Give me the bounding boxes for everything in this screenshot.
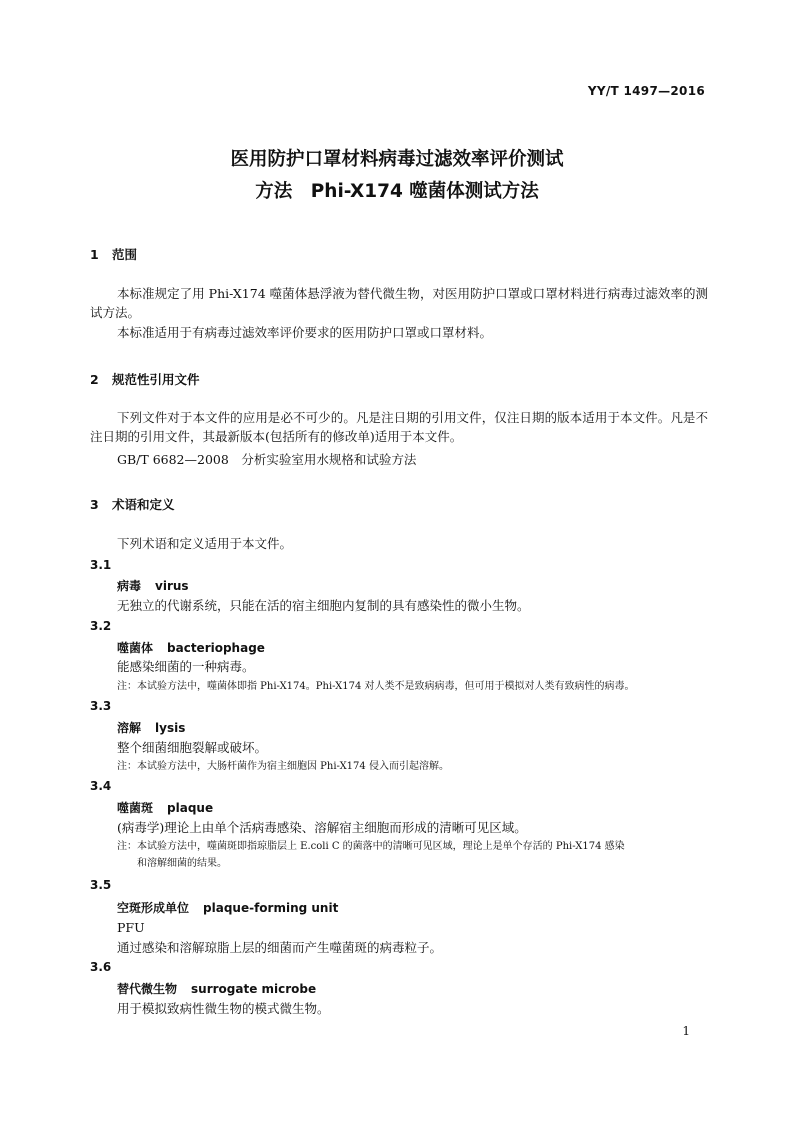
section-title: 规范性引用文件	[112, 372, 200, 387]
term-number: 3.4	[90, 779, 112, 793]
document-title-line1: 医用防护口罩材料病毒过滤效率评价测试	[230, 149, 564, 170]
paragraph: 本标准规定了用 Phi-X174 噬菌体悬浮液为替代微生物，对医用防护口罩或口罩材料进行病毒过滤效率的测试方法。	[90, 286, 708, 320]
term-heading	[117, 799, 213, 816]
term-definition: 能感染细菌的一种病毒。	[117, 659, 255, 674]
term-zh: 空斑形成单位	[117, 901, 190, 915]
term-zh: 噬菌斑	[117, 801, 154, 815]
term-number: 3.6	[90, 960, 112, 974]
term-note-continuation: 和溶解细菌的结果。	[137, 858, 227, 869]
term-en: lysis	[155, 721, 186, 735]
term-heading	[117, 980, 316, 997]
term-zh: 替代微生物	[117, 982, 178, 996]
paragraph: 下列文件对于本文件的应用是必不可少的。凡是注日期的引用文件，仅注日期的版本适用于本文件。凡是不注日期的引用文件，其最新版本(包括所有的修改单)适用于本文件。	[90, 410, 708, 444]
term-zh: 溶解	[117, 721, 142, 735]
section-heading-terms	[90, 495, 175, 513]
section-title: 术语和定义	[112, 497, 175, 512]
page-number: 1	[682, 1024, 690, 1038]
section-number: 2	[90, 372, 99, 387]
term-zh: 病毒	[117, 579, 142, 593]
term-note: 注：本试验方法中，大肠杆菌作为宿主细胞因 Phi-X174 侵入而引起溶解。	[117, 761, 449, 772]
standard-number: YY/T 1497—2016	[587, 84, 705, 98]
reference-entry: GB/T 6682—2008 分析实验室用水规格和试验方法	[117, 452, 417, 467]
term-en: bacteriophage	[167, 641, 265, 655]
section-number: 3	[90, 497, 99, 512]
term-definition: (病毒学)理论上由单个活病毒感染、溶解宿主细胞而形成的清晰可见区域。	[117, 820, 527, 835]
term-note: 注：本试验方法中，噬菌体即指 Phi-X174。Phi-X174 对人类不是致病病毒，但可用于模拟对人类有致病性的病毒。	[117, 681, 635, 692]
term-heading	[117, 719, 185, 736]
section-number: 1	[90, 247, 99, 262]
document-title-line2: 方法 Phi-X174 噬菌体测试方法	[255, 181, 539, 202]
term-heading	[117, 899, 338, 916]
term-number: 3.1	[90, 558, 112, 572]
term-definition: 通过感染和溶解琼脂上层的细菌而产生噬菌斑的病毒粒子。	[117, 940, 443, 955]
paragraph: 本标准适用于有病毒过滤效率评价要求的医用防护口罩或口罩材料。	[117, 325, 493, 340]
term-number: 3.5	[90, 878, 112, 892]
section-heading-scope	[90, 245, 137, 263]
term-zh: 噬菌体	[117, 641, 154, 655]
section-heading-normative-references	[90, 370, 200, 388]
term-definition: 整个细菌细胞裂解或破坏。	[117, 740, 268, 755]
term-definition: 无独立的代谢系统，只能在活的宿主细胞内复制的具有感染性的微小生物。	[117, 598, 530, 613]
term-abbreviation: PFU	[117, 920, 145, 935]
section-title: 范围	[112, 247, 138, 262]
term-definition: 用于模拟致病性微生物的模式微生物。	[117, 1001, 330, 1016]
term-en: virus	[155, 579, 189, 593]
term-en: surrogate microbe	[191, 982, 317, 996]
term-note: 注：本试验方法中，噬菌斑即指琼脂层上 E.coli C 的菌落中的清晰可见区域，理论上是单个存活的 Phi-X174 感染	[117, 841, 625, 852]
term-en: plaque	[167, 801, 214, 815]
paragraph: 下列术语和定义适用于本文件。	[117, 536, 293, 551]
term-number: 3.3	[90, 699, 112, 713]
term-number: 3.2	[90, 619, 112, 633]
term-en: plaque-forming unit	[203, 901, 339, 915]
term-heading	[117, 639, 265, 656]
term-heading	[117, 577, 189, 594]
